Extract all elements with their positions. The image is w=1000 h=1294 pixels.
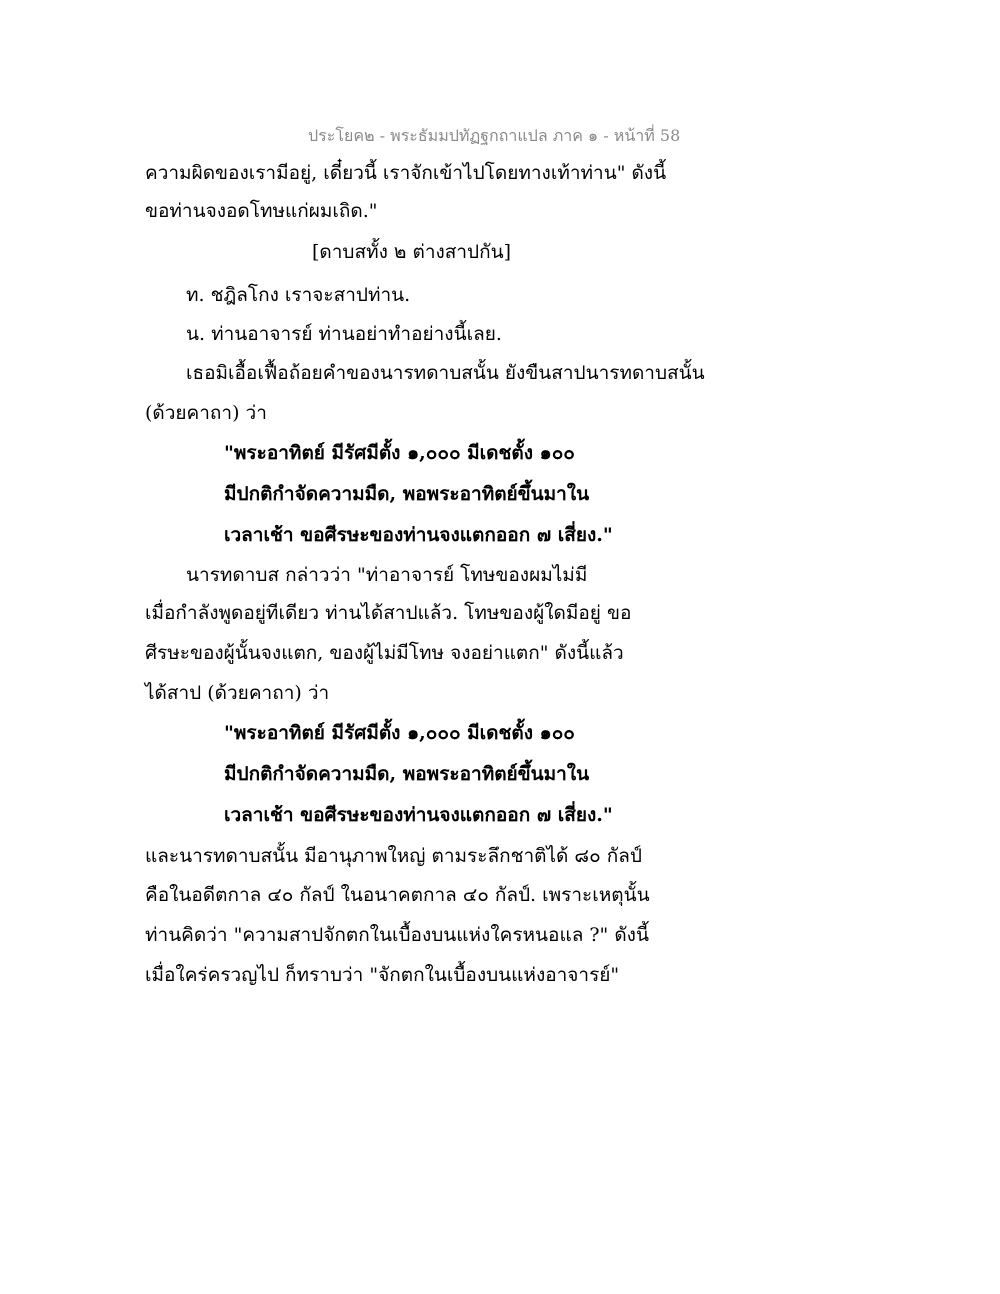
- verse-line: "พระอาทิตย์ มีรัศมีตั้ง ๑,๐๐๐ มีเดชตั้ง ๑๐๐: [224, 442, 575, 464]
- text-line: ขอท่านจงอดโทษแก่ผมเถิด.": [145, 200, 378, 222]
- text-line: คือในอดีตกาล ๔๐ กัลป์ ในอนาคตกาล ๔๐ กัลป์. เพราะเหตุนั้น: [145, 884, 650, 906]
- text-line: น. ท่านอาจารย์ ท่านอย่าทำอย่างนี้เลย.: [186, 323, 502, 345]
- text-line: และนารทดาบสนั้น มีอานุภาพใหญ่ ตามระลึกชาติได้ ๘๐ กัลป์: [145, 845, 642, 867]
- text-line: (ด้วยคาถา) ว่า: [145, 402, 267, 424]
- text-line: เธอมิเอื้อเฟื้อถ้อยคำของนารทดาบสนั้น ยังขืนสาปนารทดาบสนั้น: [186, 362, 705, 384]
- text-line: นารทดาบส กล่าวว่า "ท่าอาจารย์ โทษของผมไม่มี: [186, 564, 588, 586]
- text-line: ท่านคิดว่า "ความสาปจักตกในเบื้องบนแห่งใครหนอแล ?" ดังนี้: [145, 924, 649, 946]
- verse-line: เวลาเช้า ขอศีรษะของท่านจงแตกออก ๗ เสี่ยง.": [224, 524, 613, 546]
- text-line: ความผิดของเรามีอยู่, เดี๋ยวนี้ เราจักเข้าไปโดยทางเท้าท่าน" ดังนี้: [145, 162, 667, 184]
- text-line: ท. ชฎิลโกง เราจะสาปท่าน.: [186, 284, 411, 306]
- text-line: เมื่อกำลังพูดอยู่ทีเดียว ท่านได้สาปแล้ว. โทษของผู้ใดมีอยู่ ขอ: [145, 602, 632, 624]
- text-line: ศีรษะของผู้นั้นจงแตก, ของผู้ไม่มีโทษ จงอย่าแตก" ดังนี้แล้ว: [145, 642, 624, 664]
- verse-line: เวลาเช้า ขอศีรษะของท่านจงแตกออก ๗ เสี่ยง.": [224, 804, 613, 826]
- verse-line: มีปกติกำจัดความมืด, พอพระอาทิตย์ขึ้นมาใน: [224, 483, 590, 505]
- page-header: ประโยค๒ - พระธัมมปทัฏฐกถาแปล ภาค ๑ - หน้าที่ 58: [308, 126, 681, 145]
- section-heading: [ดาบสทั้ง ๒ ต่างสาปกัน]: [312, 241, 511, 263]
- text-line: เมื่อใคร่ครวญไป ก็ทราบว่า "จักตกในเบื้องบนแห่งอาจารย์": [145, 964, 620, 986]
- verse-line: "พระอาทิตย์ มีรัศมีตั้ง ๑,๐๐๐ มีเดชตั้ง ๑๐๐: [224, 722, 575, 744]
- verse-line: มีปกติกำจัดความมืด, พอพระอาทิตย์ขึ้นมาใน: [224, 763, 590, 785]
- text-line: ได้สาป (ด้วยคาถา) ว่า: [145, 682, 330, 704]
